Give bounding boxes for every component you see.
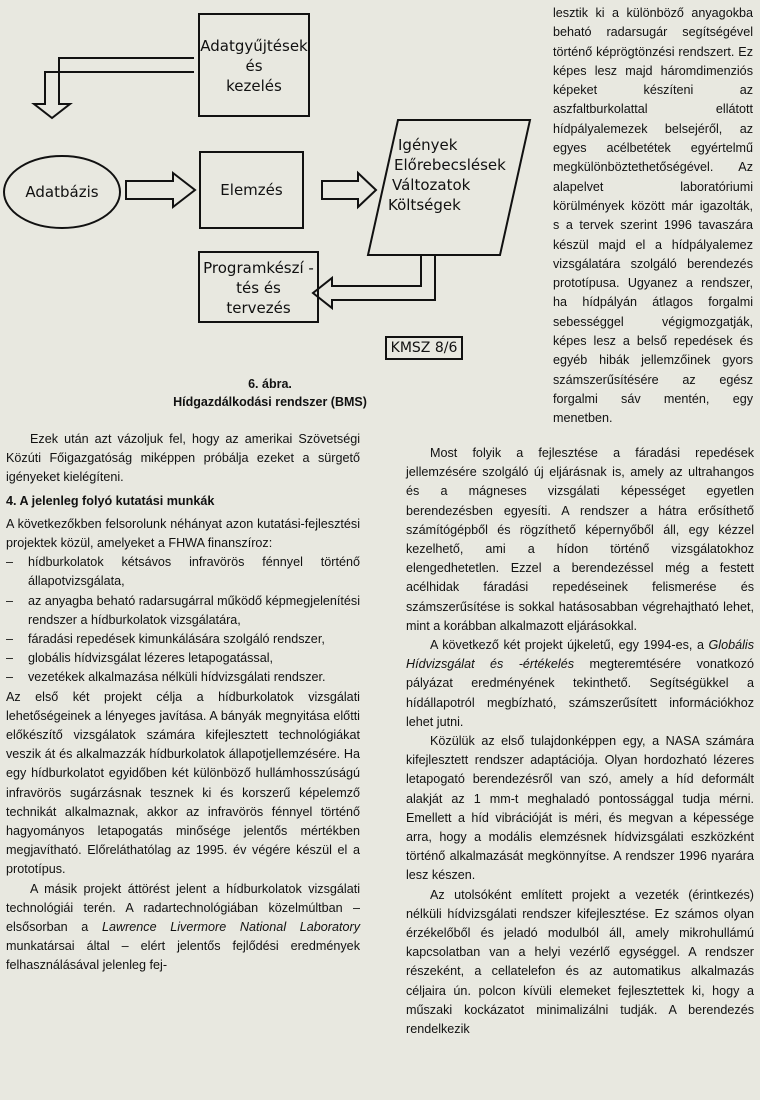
list-item-text: vezetékek alkalmazása nélküli hídvizsgálati rendszer.	[28, 670, 326, 685]
paragraph: Az utolsóként említett projekt a vezeték (érintkezés) nélküli hídvizsgálati rendszer kifejlesztése. Ez számos olyan érzékelőből és jeladó modulból áll, amely mikrohullámú kapcsolatban van a helyi vezérlő egységgel. A rendszer részeként, a cellatelefon és az automatikus alkalmazás céljaira ún. polcon kívüli elemeket fejlesztettek ki, hogy a műszaki kockázatot minimalizálni tudják. A berendezés rendelkezik	[406, 887, 754, 1037]
paragraph	[406, 636, 754, 732]
label-adatbazis: Adatbázis	[25, 183, 99, 201]
label-line: tervezés	[226, 299, 291, 317]
list-item-text: fáradási repedések kimunkálására szolgáló rendszer,	[28, 632, 325, 647]
bms-diagram	[0, 0, 540, 370]
italic-text-run: Globális Hídvizsgálat és -értékelés	[406, 638, 754, 672]
list-dash: –	[6, 632, 14, 647]
label-line: és	[245, 57, 263, 75]
text-run: A következő két projekt újkeletű, egy 1994-es, a	[430, 638, 709, 653]
stamp-label: KMSZ 8/6	[390, 340, 458, 356]
label-line: Igények	[398, 136, 458, 154]
text-run: megteremtésére vonatkozó pályázat eredményének tekinthető. Segítségükkel a hídállapotról megbízható, számszerűsített információkhoz lehet jutni.	[406, 657, 754, 729]
right-column	[406, 444, 754, 1039]
list-item	[6, 592, 360, 630]
italic-text-run: Lawrence Livermore National Laboratory	[101, 920, 360, 935]
right-top-column	[553, 4, 753, 429]
arrow-collect-to-db	[34, 58, 194, 118]
paragraph: Ezek után azt vázoljuk fel, hogy az amerikai Szövetségi Közúti Főigazgatóság miképpen próbálja ezeket a sürgető igényeket kielégíteni.	[6, 432, 360, 485]
left-column	[6, 430, 360, 976]
label-line: Költségek	[388, 196, 461, 214]
label-line: Előrebecslések	[394, 156, 506, 174]
paragraph: A következőkben felsorolunk néhányat azon kutatási-fejlesztési projektek közül, amelyeket a FHWA finanszíroz:	[6, 516, 360, 551]
list-item	[6, 630, 360, 649]
list-item-text: az anyagba beható radarsugárral működő képmegjelenítési rendszer a hídburkolatok vizsgálatára,	[28, 593, 360, 627]
paragraph: Az első két projekt célja a hídburkolatok vizsgálati lehetőségeinek a lényeges javítása. A bányák megnyitása előtti előkészítő vizsgálatok számára kifejlesztett technológiákat veszik át és alkalmazzák hídburkolatok állapotjellemzésére. Ha egy hídburkolatot egyidőben két különböző hullámhosszúságú infravörös sugárzásnak tesznek ki és korszerű képelemző technikát alkalmaznak, akkor az infravörös fénnyel történő hagyományos letapogatás minősége jelentős mértékben megjavítható. Előreláthatólag az 1995. év végére készül el a prototípus.	[6, 689, 360, 877]
label-line: Programkészí -	[203, 259, 314, 277]
figure-number: 6. ábra.	[248, 377, 292, 391]
arrow-analysis-to-needs	[322, 173, 376, 207]
list-dash: –	[6, 593, 14, 608]
list-dash: –	[6, 555, 14, 570]
section-heading: 4. A jelenleg folyó kutatási munkák	[6, 493, 215, 508]
label-elemzes: Elemzés	[220, 181, 283, 199]
arrow-db-to-analysis	[126, 173, 195, 207]
list-item	[6, 649, 360, 668]
list-item-text: hídburkolatok kétsávos infravörös fénnyel történő állapotvizsgálata,	[28, 555, 360, 589]
list-dash: –	[6, 670, 14, 685]
paragraph: Közülük az első tulajdonképpen egy, a NASA számára kifejlesztett rendszer adaptációja. Olyan hordozható lézeres letapogató berendezésről van szó, amely a híd deformált alakját az 1 mm-t meghaladó pontossággal tudja mérni. Emellett a híd vibrációját is méri, és megvan a képessége arra, hogy a modális elemzésnek hídvizsgálati eszközként történő alkalmazását megkönnyítse. A rendszer 1996 nyarára lesz készen.	[406, 734, 754, 883]
label-line: Változatok	[392, 176, 471, 194]
arrow-needs-to-program	[313, 255, 435, 308]
list-item	[6, 553, 360, 591]
figure-title: Hídgazdálkodási rendszer (BMS)	[173, 395, 367, 409]
list-dash: –	[6, 651, 14, 666]
label-line: Adatgyűjtések	[200, 37, 308, 55]
paragraph: lesztik ki a különböző anyagokba beható radarsugár segítségével történő képrögtönzési rendszert. Ez képes lesz majd háromdimenziós képeket készíteni az aszfaltburkolattal ellátott hídpályalemezek belsejéről, az egyes acélbetétek egyértelmű megkülönböztethetőségével. Az alapelvet laboratóriumi körülmények között már igazolták, s a tervek szerint 1996 tavaszára készül majd el a hídpályalemez vizsgálatára szolgáló berendezés prototípusa. Ugyanez a rendszer, ha hídpályán átlagos forgalmi sebességgel végigmozgatják, képes lesz a belső repedések és egyéb hibák jellemzőinek gyors számszerűsítésére az egész forgalmi sáv mentén, egy menetben.	[553, 6, 753, 426]
list-item-text: globális hídvizsgálat lézeres letapogatással,	[28, 651, 274, 666]
label-adatgyujtes	[199, 36, 309, 96]
label-line: tés és	[236, 279, 281, 297]
paragraph	[6, 880, 360, 976]
list-item	[6, 668, 360, 687]
label-line: kezelés	[226, 77, 282, 95]
label-igenyek	[384, 135, 514, 215]
paragraph: Most folyik a fejlesztése a fáradási repedések jellemzésére szolgáló új eljárásnak is, amely az ultrahangos és a mágneses vizsgálati képességet egyetlen berendezésben egyesíti. A rendszer a hátra erősíthető számítógépből és rögzíthető képernyőből áll, egy kézzel kezelhető, ami a hídon történő vizsgálatokhoz elengedhetetlen. Ezzel a berendezéssel még a festett acélhidak fáradási repedéseinek felismerése és számszerűsítése is sokkal hatásosabban végrehajtható lehet, mint a korábban alkalmazott eljárásokkal.	[406, 446, 754, 633]
text-run: munkatársai által – elért jelentős fejlődési eredmények felhasználásával jelenleg fej-	[6, 939, 360, 973]
label-program	[199, 258, 318, 318]
text-run: A másik projekt áttörést jelent a hídburkolatok vizsgálati technológiái terén. A radartechnológiában közelmúltban – elsősorban a	[6, 881, 360, 935]
